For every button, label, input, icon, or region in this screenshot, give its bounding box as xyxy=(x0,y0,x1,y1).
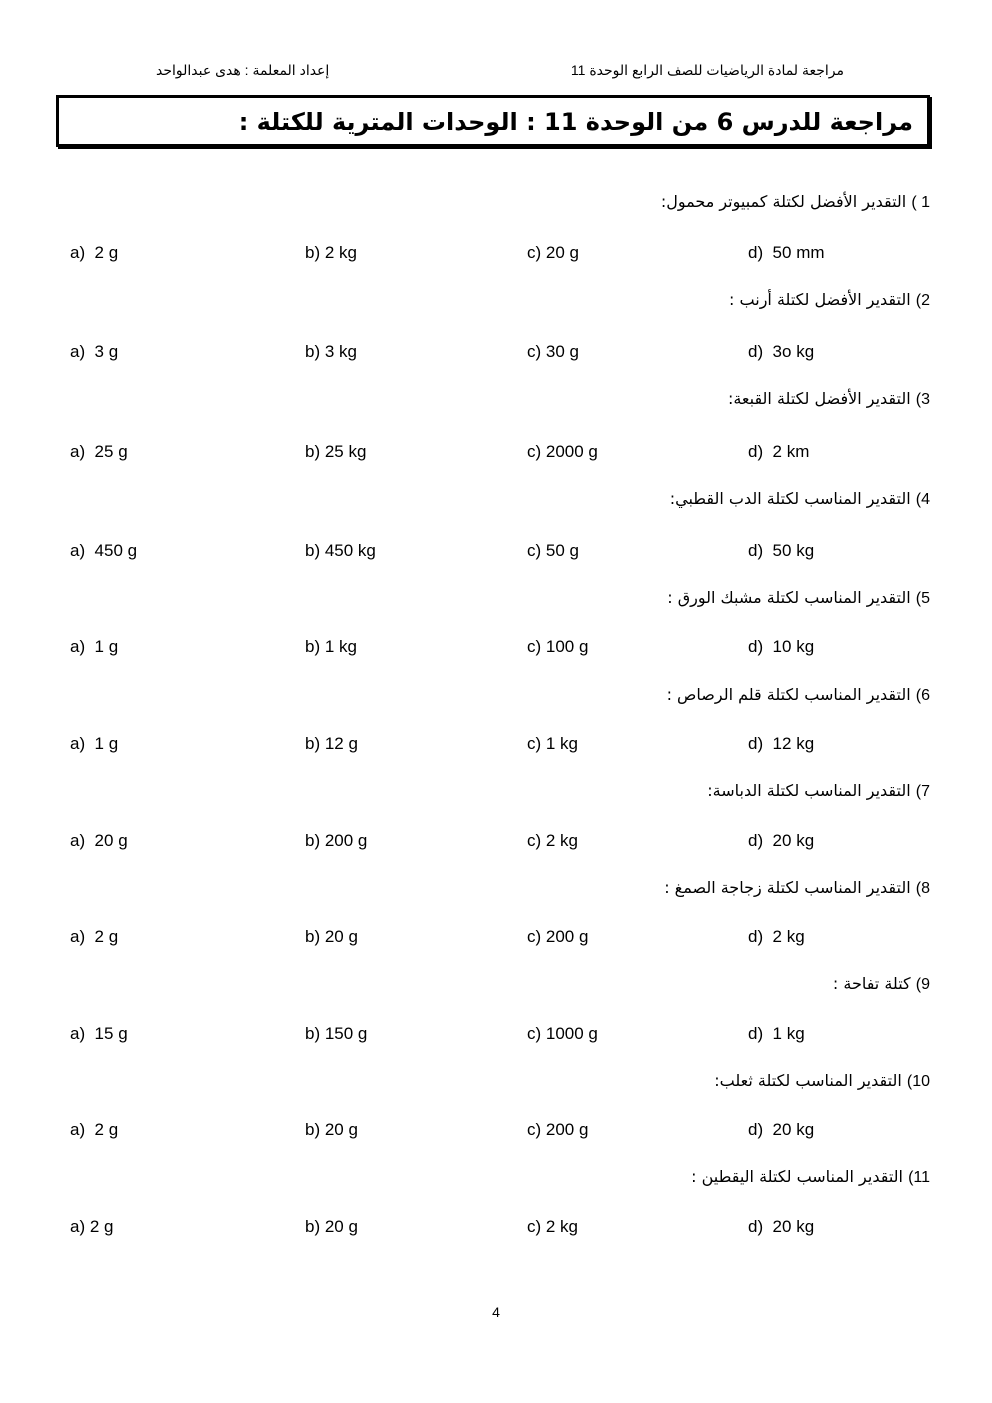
option-c[interactable]: c) 50 g xyxy=(527,541,579,560)
question-7 xyxy=(707,781,930,801)
question-text: التقدير الأفضل لكتلة أرنب : xyxy=(729,290,911,309)
title-box xyxy=(56,95,930,147)
question-text: كتلة تفاحة : xyxy=(832,974,911,993)
page-title: مراجعة للدرس 6 من الوحدة 11 : الوحدات المترية للكتلة : xyxy=(238,108,913,136)
question-number: 7) xyxy=(915,783,930,800)
question-text: التقدير الأفضل لكتلة القبعة: xyxy=(727,389,911,408)
question-11 xyxy=(691,1167,930,1187)
option-b[interactable]: b) 450 kg xyxy=(305,541,376,560)
option-b[interactable]: b) 3 kg xyxy=(305,342,357,361)
option-b[interactable]: b) 2 kg xyxy=(305,243,357,262)
question-text: التقدير المناسب لكتلة مشبك الورق : xyxy=(667,588,911,607)
question-text: التقدير المناسب لكتلة قلم الرصاص : xyxy=(666,685,911,704)
option-c[interactable]: c) 200 g xyxy=(527,927,589,946)
question-text: التقدير المناسب لكتلة زجاجة الصمغ : xyxy=(664,878,911,897)
question-number: 3) xyxy=(915,391,930,408)
option-c[interactable]: c) 20 g xyxy=(527,243,579,262)
option-b[interactable]: b) 1 kg xyxy=(305,637,357,656)
option-a[interactable]: a) 450 g xyxy=(70,541,138,560)
question-text: التقدير المناسب لكتلة اليقطين : xyxy=(691,1167,903,1186)
options-5 xyxy=(0,637,992,659)
option-c[interactable]: c) 2000 g xyxy=(527,442,598,461)
header-subject: مراجعة لمادة الرياضيات للصف الرابع الوحدة 11 xyxy=(570,62,844,78)
option-b[interactable]: b) 25 kg xyxy=(305,442,367,461)
option-d[interactable]: d) 12 kg xyxy=(748,734,815,753)
question-3 xyxy=(728,389,930,409)
question-text: التقدير الأفضل لكتلة كمبيوتر محمول: xyxy=(660,192,907,211)
question-number: 10) xyxy=(906,1073,930,1090)
question-number: 11) xyxy=(908,1169,930,1186)
option-a[interactable]: a) 2 g xyxy=(70,243,119,262)
question-number: 6) xyxy=(915,687,930,704)
options-8 xyxy=(0,927,992,949)
option-c[interactable]: c) 1 kg xyxy=(527,734,579,753)
option-c[interactable]: c) 100 g xyxy=(527,637,589,656)
options-3 xyxy=(0,442,992,464)
option-d[interactable]: d) 1 kg xyxy=(748,1024,805,1043)
question-number: 9) xyxy=(915,976,930,993)
question-4 xyxy=(670,489,930,509)
option-a[interactable]: a) 3 g xyxy=(70,342,119,361)
question-number: 1 ) xyxy=(911,194,930,211)
option-d[interactable]: d) 20 kg xyxy=(748,1217,815,1236)
option-b[interactable]: b) 200 g xyxy=(305,831,368,850)
question-1 xyxy=(661,192,930,212)
page-number: 4 xyxy=(492,1304,500,1320)
option-a[interactable]: a) 2 g xyxy=(70,1120,119,1139)
option-a[interactable]: a) 20 g xyxy=(70,831,128,850)
question-number: 4) xyxy=(915,491,930,508)
option-d[interactable]: d) 20 kg xyxy=(748,1120,815,1139)
question-text: التقدير المناسب لكتلة الدب القطبي: xyxy=(669,489,911,508)
option-b[interactable]: b) 150 g xyxy=(305,1024,368,1043)
option-d[interactable]: d) 10 kg xyxy=(748,637,815,656)
question-6 xyxy=(667,685,930,705)
question-2 xyxy=(729,290,930,310)
option-d[interactable]: d) 3o kg xyxy=(748,342,815,361)
option-d[interactable]: d) 2 kg xyxy=(748,927,805,946)
option-a[interactable]: a) 2 g xyxy=(70,1217,114,1236)
option-c[interactable]: c) 1000 g xyxy=(527,1024,598,1043)
options-6 xyxy=(0,734,992,756)
question-5 xyxy=(667,588,930,608)
option-b[interactable]: b) 12 g xyxy=(305,734,358,753)
options-4 xyxy=(0,541,992,563)
question-number: 2) xyxy=(915,292,930,309)
question-text: التقدير المناسب لكتلة الدباسة: xyxy=(707,781,911,800)
option-c[interactable]: c) 2 kg xyxy=(527,831,579,850)
options-2 xyxy=(0,342,992,364)
option-c[interactable]: c) 30 g xyxy=(527,342,579,361)
option-b[interactable]: b) 20 g xyxy=(305,1217,358,1236)
option-b[interactable]: b) 20 g xyxy=(305,927,358,946)
option-a[interactable]: a) 2 g xyxy=(70,927,119,946)
header-teacher: إعداد المعلمة : هدى عبدالواحد xyxy=(156,62,330,78)
question-number: 8) xyxy=(915,880,930,897)
option-c[interactable]: c) 200 g xyxy=(527,1120,589,1139)
options-10 xyxy=(0,1120,992,1142)
option-a[interactable]: a) 1 g xyxy=(70,734,119,753)
options-7 xyxy=(0,831,992,853)
option-d[interactable]: d) 20 kg xyxy=(748,831,815,850)
question-9 xyxy=(833,974,930,994)
question-number: 5) xyxy=(915,590,930,607)
option-b[interactable]: b) 20 g xyxy=(305,1120,358,1139)
options-11 xyxy=(0,1217,992,1239)
option-d[interactable]: d) 2 km xyxy=(748,442,810,461)
option-d[interactable]: d) 50 kg xyxy=(748,541,815,560)
option-d[interactable]: d) 50 mm xyxy=(748,243,825,262)
option-c[interactable]: c) 2 kg xyxy=(527,1217,579,1236)
options-1 xyxy=(0,243,992,265)
option-a[interactable]: a) 15 g xyxy=(70,1024,128,1043)
question-text: التقدير المناسب لكتلة ثعلب: xyxy=(714,1071,902,1090)
options-9 xyxy=(0,1024,992,1046)
option-a[interactable]: a) 1 g xyxy=(70,637,119,656)
question-10 xyxy=(714,1071,930,1091)
option-a[interactable]: a) 25 g xyxy=(70,442,128,461)
question-8 xyxy=(664,878,930,898)
